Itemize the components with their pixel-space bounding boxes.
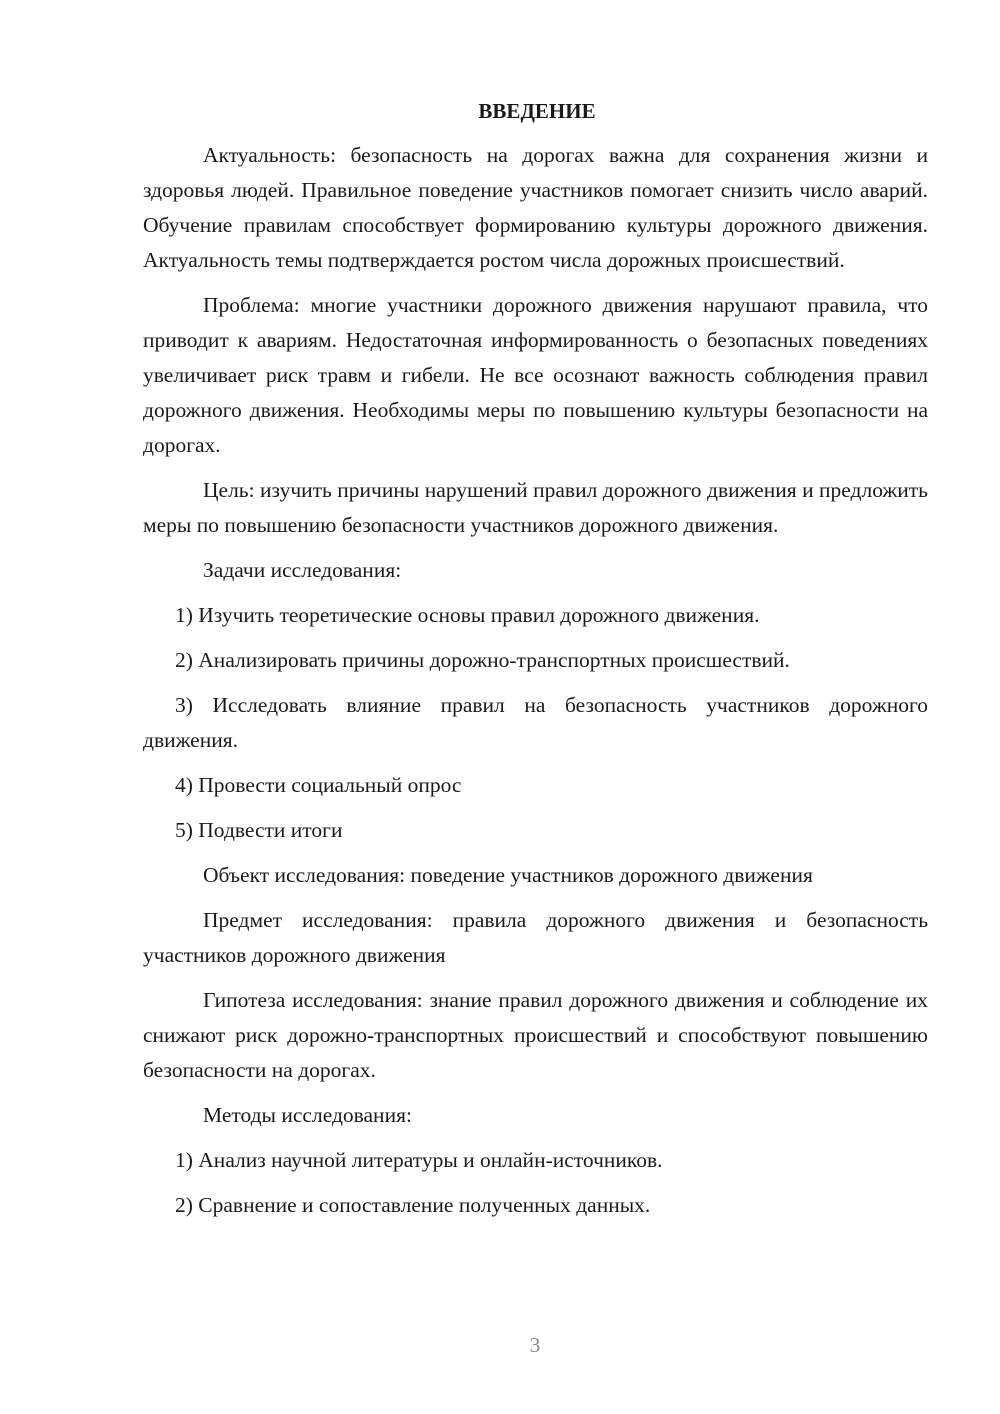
page-content	[143, 96, 928, 1233]
section-title: ВВЕДЕНИЕ	[478, 99, 596, 123]
problem-paragraph: Проблема: многие участники дорожного движения нарушают правила, что приводит к авариям. Недостаточная информированность о безопасных поведениях увеличивает риск травм и гибели. Не все осознают важность соблюдения правил дорожного движения. Необходимы меры по повышению культуры безопасности на дорогах.	[143, 293, 928, 457]
task-item-3: 3) Исследовать влияние правил на безопасность участников дорожного движения.	[143, 693, 928, 752]
subject-paragraph: Предмет исследования: правила дорожного движения и безопасность участников дорожного движения	[143, 908, 928, 967]
methods-heading: Методы исследования:	[203, 1103, 412, 1127]
task-item-5: 5) Подвести итоги	[175, 818, 343, 842]
tasks-heading: Задачи исследования:	[203, 558, 402, 582]
task-item-4: 4) Провести социальный опрос	[175, 773, 462, 797]
task-item-2: 2) Анализировать причины дорожно-транспортных происшествий.	[175, 648, 790, 672]
task-item-1: 1) Изучить теоретические основы правил дорожного движения.	[175, 603, 760, 627]
method-item-1: 1) Анализ научной литературы и онлайн-источников.	[175, 1148, 663, 1172]
page-number: 3	[529, 1333, 541, 1357]
relevance-paragraph: Актуальность: безопасность на дорогах важна для сохранения жизни и здоровья людей. Правильное поведение участников помогает снизить число аварий. Обучение правилам способствует формированию культуры дорожного движения. Актуальность темы подтверждается ростом числа дорожных происшествий.	[143, 143, 928, 272]
goal-paragraph: Цель: изучить причины нарушений правил дорожного движения и предложить меры по повышению безопасности участников дорожного движения.	[143, 478, 928, 537]
object-paragraph: Объект исследования: поведение участников дорожного движения	[203, 863, 813, 887]
method-item-2: 2) Сравнение и сопоставление полученных данных.	[175, 1193, 651, 1217]
hypothesis-paragraph: Гипотеза исследования: знание правил дорожного движения и соблюдение их снижают риск дорожно-транспортных происшествий и способствуют повышению безопасности на дорогах.	[143, 988, 928, 1082]
